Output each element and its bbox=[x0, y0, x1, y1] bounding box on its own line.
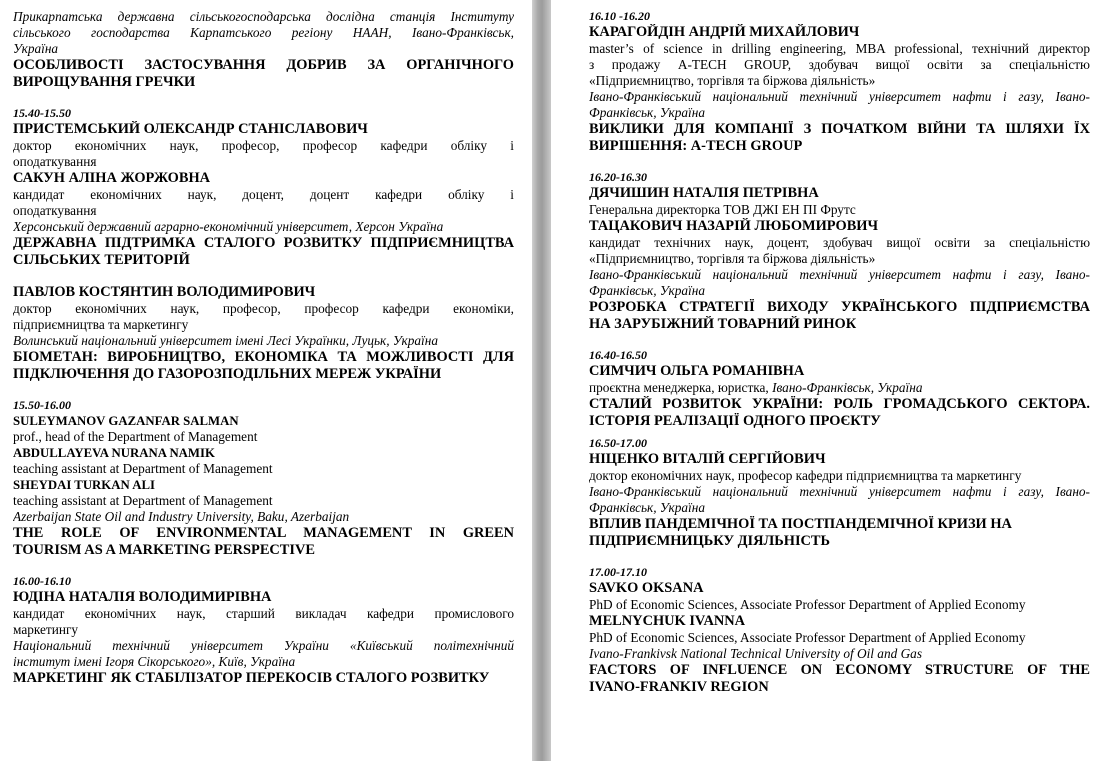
speaker-description: доктор економічних наук, професор, професор кафедри обліку і bbox=[13, 138, 514, 153]
speaker-description: «Підприємництво, торгівля та біржова діяльність» bbox=[589, 251, 876, 266]
speaker-name: КАРАГОЙДІН АНДРІЙ МИХАЙЛОВИЧ bbox=[589, 24, 860, 40]
speaker-name: MELNYCHUK IVANNA bbox=[589, 613, 746, 629]
speaker-description: «Підприємництво, торгівля та біржова діяльність» bbox=[589, 73, 876, 88]
speaker-description: з продажу A-TECH GROUP, здобувач вищої освіти за спеціальністю bbox=[589, 57, 1090, 72]
institution-line: Франківськ, Україна bbox=[589, 500, 705, 515]
talk-title: THE ROLE OF ENVIRONMENTAL MANAGEMENT IN GREEN bbox=[13, 525, 514, 541]
institution-line: Україна bbox=[13, 41, 59, 56]
speaker-name: ПАВЛОВ КОСТЯНТИН ВОЛОДИМИРОВИЧ bbox=[13, 284, 316, 300]
time-slot: 16.10 -16.20 bbox=[589, 9, 650, 23]
speaker-name: SULEYMANOV GAZANFAR SALMAN bbox=[13, 414, 239, 428]
talk-title: ПІДКЛЮЧЕННЯ ДО ГАЗОРОЗПОДІЛЬНИХ МЕРЕЖ УКРАЇНИ bbox=[13, 366, 442, 382]
speaker-description: кандидат економічних наук, доцент, доцент кафедри обліку і bbox=[13, 187, 514, 202]
speaker-description: Генеральна директорка ТОВ ДЖІ ЕН ПІ Фрутс bbox=[589, 202, 856, 217]
speaker-description: підприємництва та маркетингу bbox=[13, 317, 189, 332]
speaker-name: СИМЧИЧ ОЛЬГА РОМАНІВНА bbox=[589, 363, 805, 379]
speaker-location: Івано-Франківськ, Україна bbox=[772, 380, 923, 395]
speaker-description: prof., head of the Department of Management bbox=[13, 429, 258, 444]
institution-line: Волинський національний університет імені Лесі Українки, Луцьк, Україна bbox=[13, 333, 438, 348]
speaker-description: оподаткування bbox=[13, 203, 97, 218]
speaker-description: кандидат економічних наук, старший викладач кафедри промислового bbox=[13, 606, 514, 621]
speaker-description: доктор економічних наук, професор кафедри підприємництва та маркетингу bbox=[589, 468, 1022, 483]
talk-title: ПІДПРИЄМНИЦЬКУ ДІЯЛЬНІСТЬ bbox=[589, 533, 831, 549]
talk-title: МАРКЕТИНГ ЯК СТАБІЛІЗАТОР ПЕРЕКОСІВ СТАЛОГО РОЗВИТКУ bbox=[13, 670, 490, 686]
speaker-description: PhD of Economic Sciences, Associate Professor Department of Applied Economy bbox=[589, 597, 1026, 612]
speaker-name: ПРИСТЕМСЬКИЙ ОЛЕКСАНДР СТАНІСЛАВОВИЧ bbox=[13, 121, 368, 137]
institution-line: Івано-Франківський національний технічний університет нафти і газу, Івано- bbox=[589, 484, 1090, 499]
speaker-role: проєктна менеджерка, юристка, bbox=[589, 380, 773, 395]
talk-title: БІОМЕТАН: ВИРОБНИЦТВО, ЕКОНОМІКА ТА МОЖЛИВОСТІ ДЛЯ bbox=[13, 349, 514, 365]
institution-line: Національний технічний університет України «Київський політехнічний bbox=[13, 638, 514, 653]
speaker-name: ABDULLAYEVA NURANA NAMIK bbox=[13, 446, 215, 460]
institution-line: Івано-Франківський національний технічний університет нафти і газу, Івано- bbox=[589, 267, 1090, 282]
talk-title: ІСТОРІЯ РЕАЛІЗАЦІЇ ОДНОГО ПРОЄКТУ bbox=[589, 413, 881, 429]
institution-line: інститут імені Ігоря Сікорського», Київ, Україна bbox=[13, 654, 296, 669]
talk-title: СТАЛИЙ РОЗВИТОК УКРАЇНИ: РОЛЬ ГРОМАДСЬКОГО СЕКТОРА. bbox=[589, 396, 1090, 412]
speaker-name: SHEYDAI TURKAN ALI bbox=[13, 478, 155, 492]
institution-line: сільського господарства Карпатського регіону НААН, Івано-Франківськ, bbox=[13, 25, 514, 40]
speaker-description: кандидат технічних наук, доцент, здобувач вищої освіти за спеціальністю bbox=[589, 235, 1090, 250]
speaker-name: ЮДІНА НАТАЛІЯ ВОЛОДИМИРІВНА bbox=[13, 589, 272, 605]
time-slot: 16.40-16.50 bbox=[589, 348, 647, 362]
talk-title: FACTORS OF INFLUENCE ON ECONOMY STRUCTURE OF THE bbox=[589, 662, 1090, 678]
institution-line: Azerbaijan State Oil and Industry University, Baku, Azerbaijan bbox=[13, 509, 350, 524]
talk-title: TOURISM AS A MARKETING PERSPECTIVE bbox=[13, 542, 315, 558]
speaker-name: ДЯЧИШИН НАТАЛІЯ ПЕТРІВНА bbox=[589, 185, 819, 201]
speaker-description: маркетингу bbox=[13, 622, 79, 637]
speaker-description: teaching assistant at Department of Management bbox=[13, 493, 273, 508]
institution-line: Прикарпатська державна сільськогосподарська дослідна станція Інституту bbox=[13, 9, 514, 24]
talk-title: НА ЗАРУБІЖНИЙ ТОВАРНИЙ РИНОК bbox=[589, 316, 857, 332]
time-slot: 16.50-17.00 bbox=[589, 436, 647, 450]
talk-title: ВИРІШЕННЯ: A-TECH GROUP bbox=[589, 138, 803, 154]
speaker-name: САКУН АЛІНА ЖОРЖОВНА bbox=[13, 170, 211, 186]
time-slot: 16.20-16.30 bbox=[589, 170, 647, 184]
speaker-description: доктор економічних наук, професор, професор кафедри економіки, bbox=[13, 301, 514, 316]
right-column bbox=[589, 9, 1090, 696]
speaker-name: НІЦЕНКО ВІТАЛІЙ СЕРГІЙОВИЧ bbox=[589, 451, 826, 467]
speaker-description bbox=[589, 380, 1090, 396]
institution-line: Франківськ, Україна bbox=[589, 283, 705, 298]
time-slot: 17.00-17.10 bbox=[589, 565, 647, 579]
time-slot: 15.50-16.00 bbox=[13, 398, 71, 412]
time-slot: 16.00-16.10 bbox=[13, 574, 71, 588]
speaker-name: SAVKO OKSANA bbox=[589, 580, 704, 596]
talk-title: ВИКЛИКИ ДЛЯ КОМПАНІЇ З ПОЧАТКОМ ВІЙНИ ТА ШЛЯХИ ЇХ bbox=[589, 121, 1090, 137]
talk-title: ОСОБЛИВОСТІ ЗАСТОСУВАННЯ ДОБРИВ ЗА ОРГАНІЧНОГО bbox=[13, 57, 514, 73]
speaker-description: teaching assistant at Department of Management bbox=[13, 461, 273, 476]
talk-title: РОЗРОБКА СТРАТЕГІЇ ВИХОДУ УКРАЇНСЬКОГО ПІДПРИЄМСТВА bbox=[589, 299, 1090, 315]
speaker-description: оподаткування bbox=[13, 154, 97, 169]
document-page-right bbox=[551, 0, 1105, 761]
talk-title: СІЛЬСЬКИХ ТЕРИТОРІЙ bbox=[13, 252, 190, 268]
institution-line: Ivano-Frankivsk National Technical University of Oil and Gas bbox=[589, 646, 922, 661]
talk-title: ВПЛИВ ПАНДЕМІЧНОЇ ТА ПОСТПАНДЕМІЧНОЇ КРИЗИ НА bbox=[589, 516, 1012, 532]
speaker-description: master’s of science in drilling engineering, MBA professional, технічний директор bbox=[589, 41, 1090, 56]
time-slot: 15.40-15.50 bbox=[13, 106, 71, 120]
institution-line: Херсонський державний аграрно-економічний університет, Херсон Україна bbox=[13, 219, 444, 234]
document-page-left bbox=[0, 0, 532, 761]
page-gutter bbox=[532, 0, 551, 761]
speaker-description: PhD of Economic Sciences, Associate Professor Department of Applied Economy bbox=[589, 630, 1026, 645]
speaker-name: ТАЦАКОВИЧ НАЗАРІЙ ЛЮБОМИРОВИЧ bbox=[589, 218, 879, 234]
talk-title: ВИРОЩУВАННЯ ГРЕЧКИ bbox=[13, 74, 196, 90]
talk-title: ДЕРЖАВНА ПІДТРИМКА СТАЛОГО РОЗВИТКУ ПІДПРИЄМНИЦТВА bbox=[13, 235, 514, 251]
talk-title: IVANO-FRANKIV REGION bbox=[589, 679, 769, 695]
institution-line: Франківськ, Україна bbox=[589, 105, 705, 120]
left-column bbox=[13, 9, 514, 687]
institution-line: Івано-Франківський національний технічний університет нафти і газу, Івано- bbox=[589, 89, 1090, 104]
